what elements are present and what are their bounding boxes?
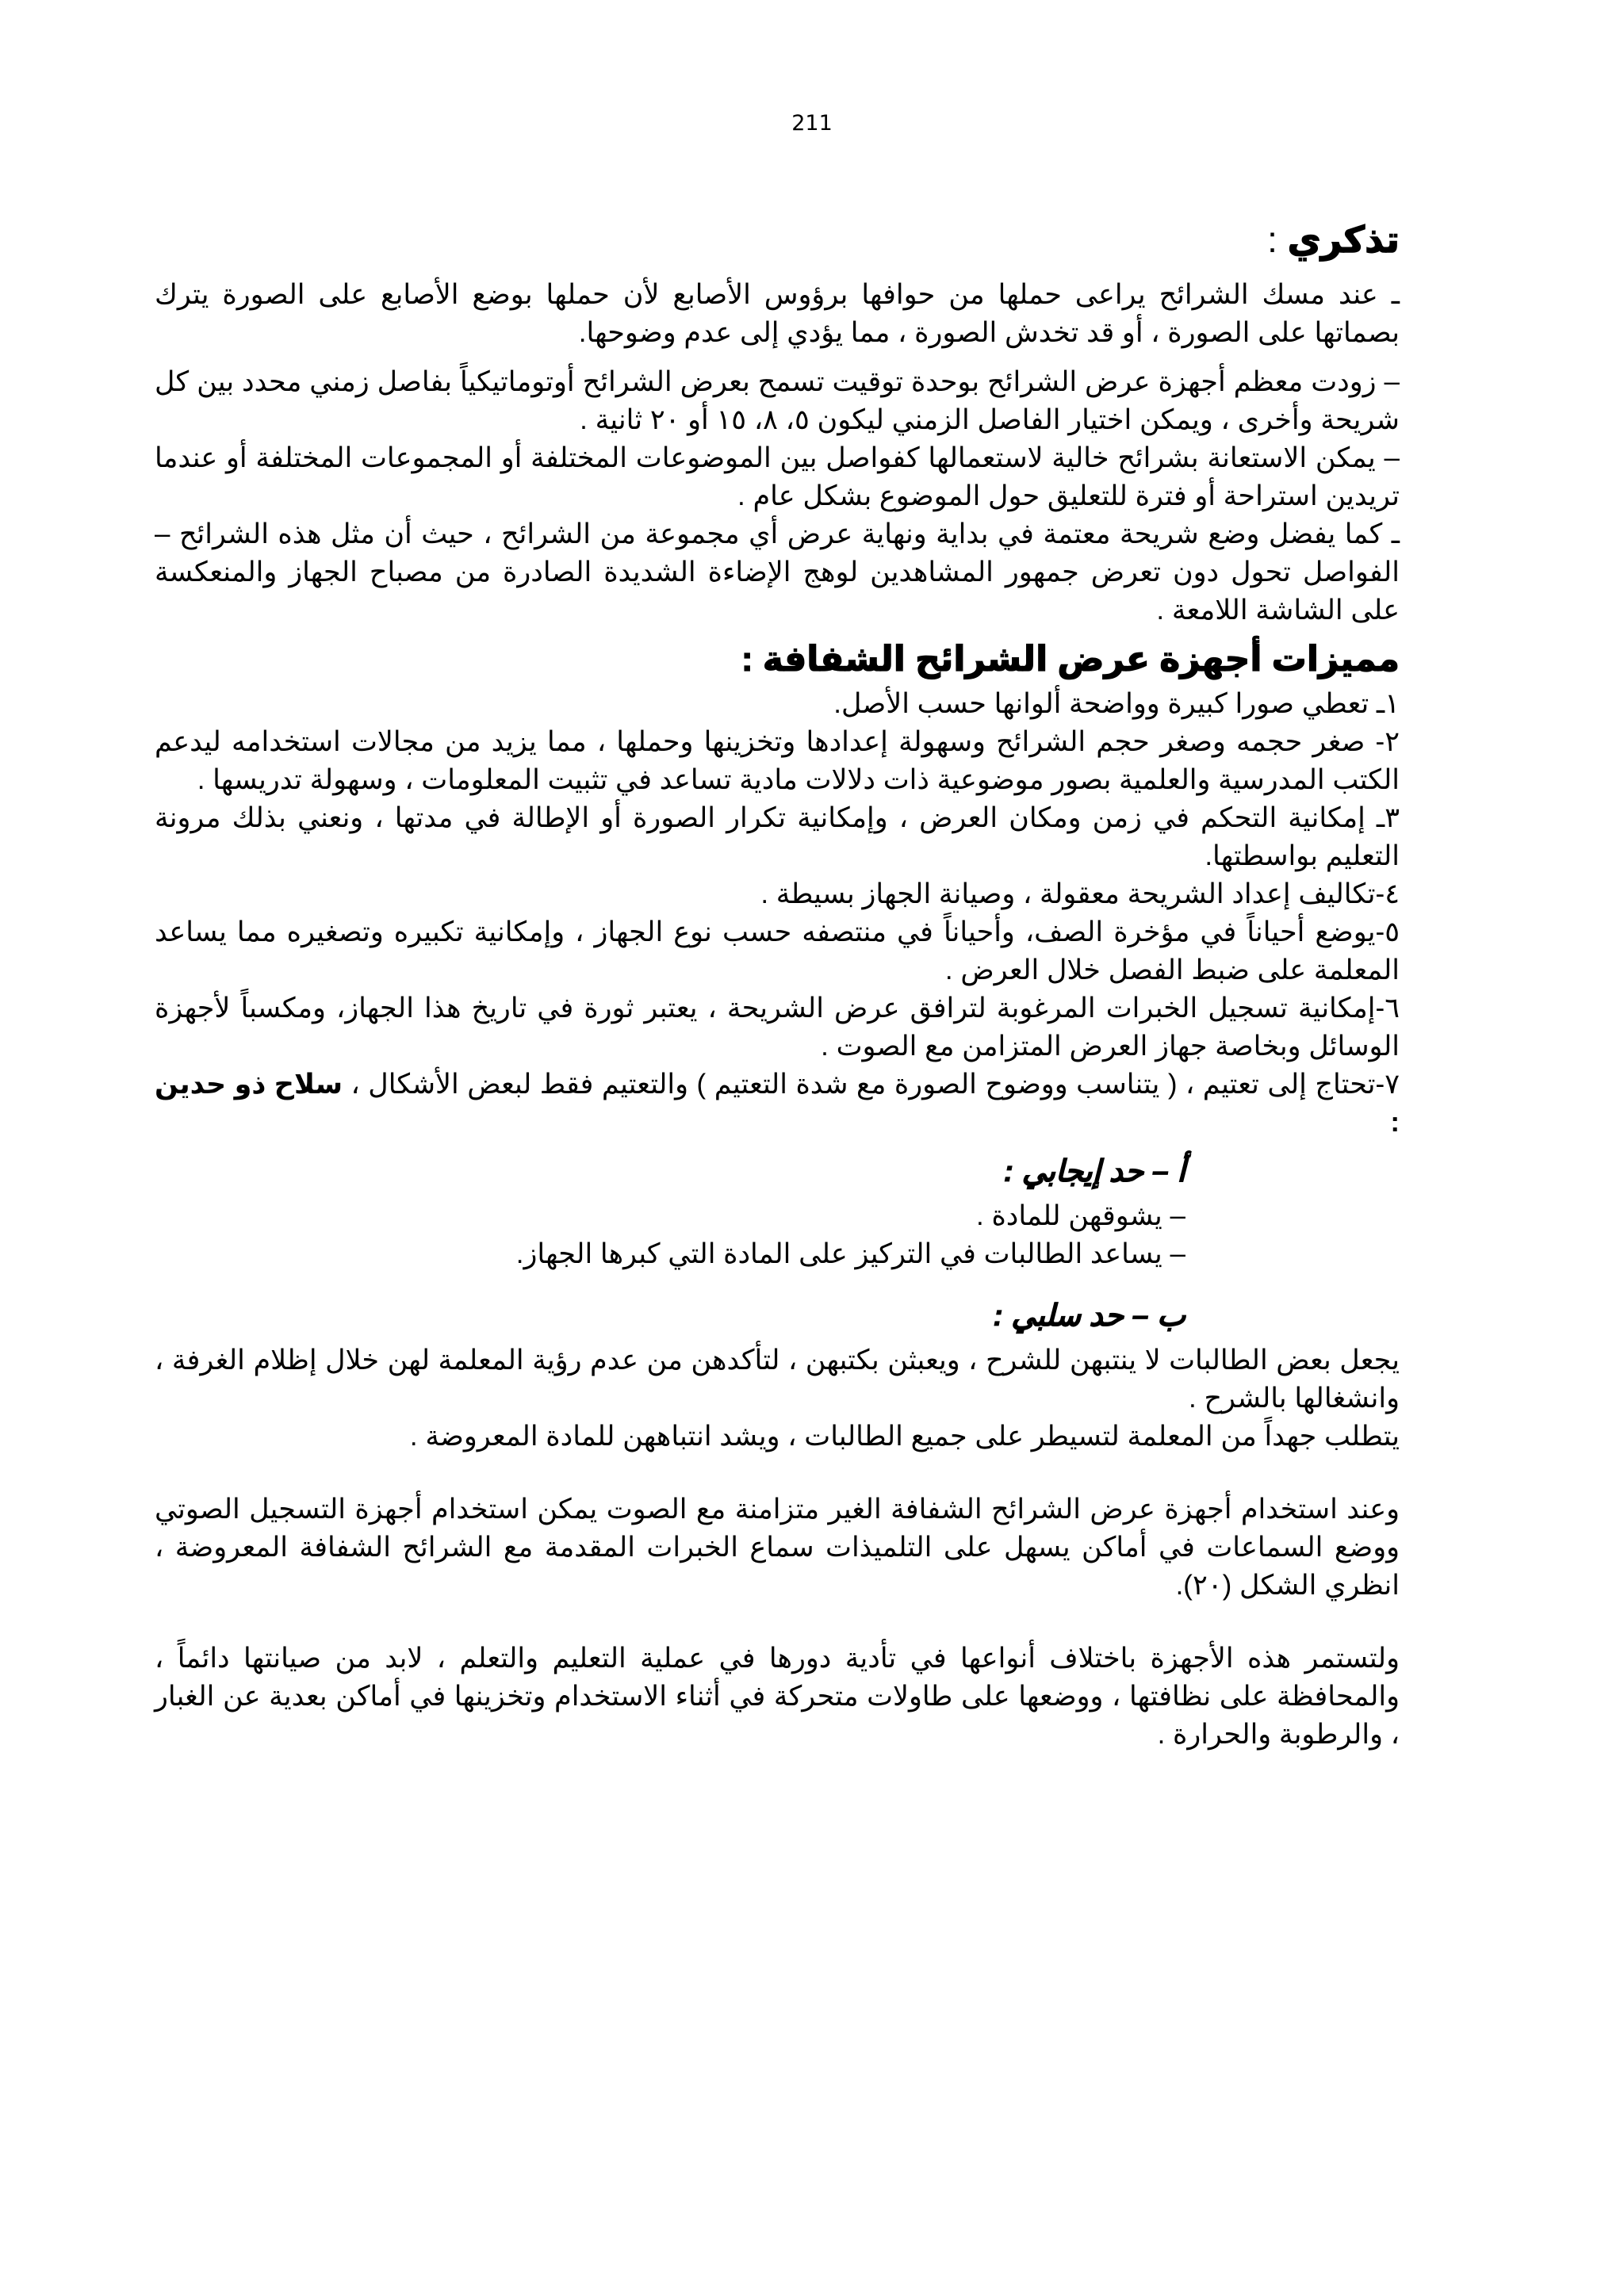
feature-item-7-bold: سلاح ذو حدين : xyxy=(155,1069,1400,1138)
reminder-paragraph-3: – يمكن الاستعانة بشرائح خالية لاستعمالها كفواصل بين الموضوعات المختلفة أو المجموعات المختلفة أو عندما تريدين استراحة أو فترة للتعليق حول الموضوع بشكل عام . xyxy=(155,442,1400,511)
negative-paragraph-1: يجعل بعض الطالبات لا ينتبهن للشرح ، ويعبثن بكتبهن ، لتأكدهن من عدم رؤية المعلمة لهن خلال إظلام الغرفة ، وانشغالها بالشرح . xyxy=(155,1345,1400,1414)
positive-bullet-1: – يشوقهن للمادة . xyxy=(976,1200,1185,1231)
closing-paragraph-1: وعند استخدام أجهزة عرض الشرائح الشفافة الغير متزامنة مع الصوت يمكن استخدام أجهزة التسجيل الصوتي ووضع السماعات في أماكن يسهل على التلميذات سماع الخبرات المقدمة مع الشرائح الشفافة المعروضة ، انظري الشكل (٢٠). xyxy=(155,1494,1400,1601)
page-content xyxy=(155,206,1400,1754)
feature-item-2: ٢- صغر حجمه وصغر حجم الشرائح وسهولة إعدادها وتخزينها وحملها ، مما يزيد من مجالات استخدامه ليدعم الكتب المدرسية والعلمية بصور موضوعية ذات دلالات مادية تساعد في تثبيت المعلومات ، وسهولة تدريسها . xyxy=(155,726,1400,795)
reminder-title: تذكري xyxy=(1287,219,1400,260)
positive-bullet-2: – يساعد الطالبات في التركيز على المادة التي كبرها الجهاز. xyxy=(515,1238,1185,1269)
features-title: مميزات أجهزة عرض الشرائح الشفافة xyxy=(762,640,1400,679)
feature-item-3: ٣ـ إمكانية التحكم في زمن ومكان العرض ، وإمكانية تكرار الصورة أو الإطالة في مدتها ، ونعني بذلك مرونة التعليم بواسطتها. xyxy=(155,802,1400,871)
feature-item-7 xyxy=(155,1066,1400,1142)
page-number: 211 xyxy=(791,111,833,136)
reminder-colon: : xyxy=(1267,219,1288,260)
reminder-paragraph-4: ـ كما يفضل وضع شريحة معتمة في بداية ونهاية عرض أي مجموعة من الشرائح ، حيث أن مثل هذه الشرائح – الفواصل تحول دون تعرض جمهور المشاهدين لوهج الإضاءة الشديدة الصادرة من مصباح الجهاز والمنعكسة على الشاشة اللامعة . xyxy=(155,519,1400,626)
reminder-paragraph-1: ـ عند مسك الشرائح يراعى حملها من حوافها برؤوس الأصابع لأن حملها بوضع الأصابع على الصورة يترك بصماتها على الصورة ، أو قد تخدش الصورة ، مما يؤدي إلى عدم وضوحها. xyxy=(155,279,1400,348)
feature-item-5: ٥-يوضع أحياناً في مؤخرة الصف، وأحياناً في منتصفه حسب نوع الجهاز ، وإمكانية تكبيره وتصغيره مما يساعد المعلمة على ضبط الفصل خلال العرض . xyxy=(155,916,1400,985)
negative-paragraph-2: يتطلب جهداً من المعلمة لتسيطر على جميع الطالبات ، ويشد انتباههن للمادة المعروضة . xyxy=(409,1421,1400,1452)
positive-heading: أ – حد إيجابي : xyxy=(1003,1155,1185,1188)
reminder-heading xyxy=(155,220,1400,258)
negative-heading: ب – حد سلبي : xyxy=(993,1299,1185,1333)
features-heading xyxy=(155,641,1400,679)
feature-item-4: ٤-تكاليف إعداد الشريحة معقولة ، وصيانة الجهاز بسيطة . xyxy=(760,878,1400,909)
feature-item-6: ٦-إمكانية تسجيل الخبرات المرغوبة لترافق عرض الشريحة ، يعتبر ثورة في تاريخ هذا الجهاز، ومكسباً لأجهزة الوسائل وبخاصة جهاز العرض المتزامن مع الصوت . xyxy=(155,993,1400,1062)
reminder-paragraph-2: – زودت معظم أجهزة عرض الشرائح بوحدة توقيت تسمح بعرض الشرائح أوتوماتيكياً بفاصل زمني محدد بين كل شريحة وأخرى ، ويمكن اختيار الفاصل الزمني ليكون ٥، ٨، ١٥ أو ٢٠ ثانية . xyxy=(155,366,1400,435)
features-colon: : xyxy=(741,640,763,679)
feature-item-7-text: ٧-تحتاج إلى تعتيم ، ( يتناسب ووضوح الصورة مع شدة التعتيم ) والتعتيم فقط لبعض الأشكال ، xyxy=(343,1069,1400,1100)
feature-item-1: ١ـ تعطي صورا كبيرة وواضحة ألوانها حسب الأصل. xyxy=(833,688,1400,719)
closing-paragraph-2: ولتستمر هذه الأجهزة باختلاف أنواعها في تأدية دورها في عملية التعليم والتعلم ، لابد من صيانتها دائماً ، والمحافظة على نظافتها ، ووضعها على طاولات متحركة في أثناء الاستخدام وتخزينها في أماكن بعدية عن الغبار ، والرطوبة والحرارة . xyxy=(155,1643,1400,1750)
